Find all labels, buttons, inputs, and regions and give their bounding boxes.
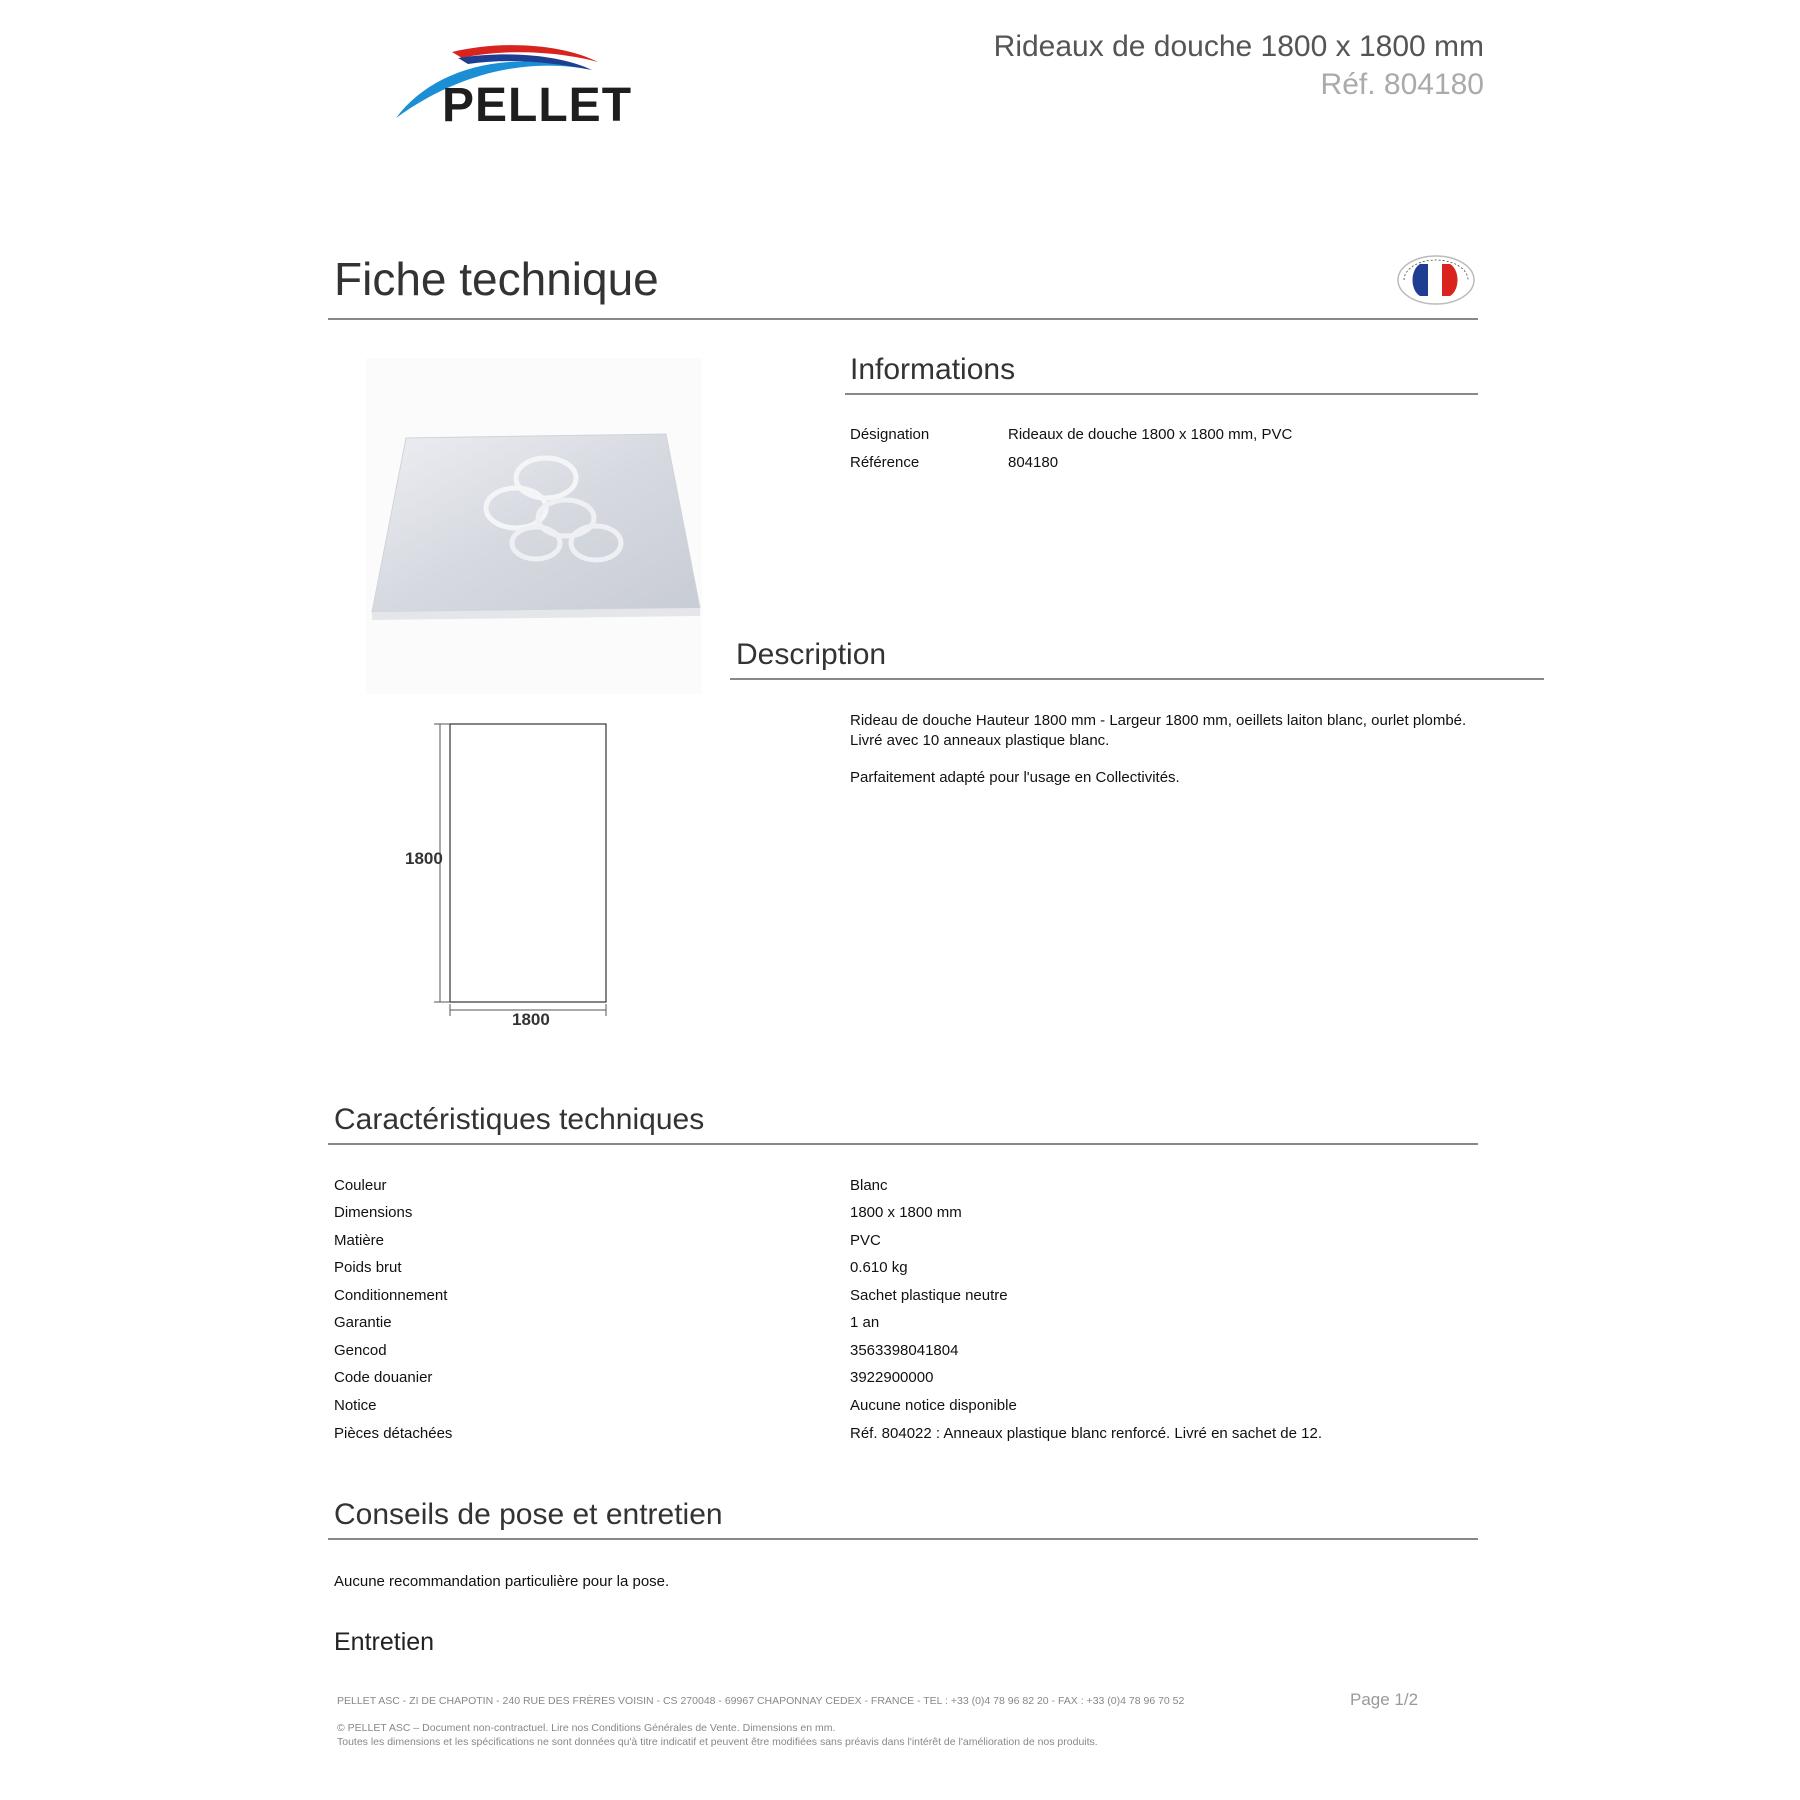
informations-title: Informations xyxy=(850,353,1016,386)
brand-logo-text: PELLET xyxy=(442,79,633,132)
product-photo xyxy=(366,358,702,694)
informations-divider xyxy=(845,393,1478,395)
spec-value: 3922900000 xyxy=(850,1369,934,1386)
spec-value: Réf. 804022 : Anneaux plastique blanc renforcé. Livré en sachet de 12. xyxy=(850,1425,1322,1442)
conseils-title: Conseils de pose et entretien xyxy=(334,1498,723,1531)
description-line-1: Rideau de douche Hauteur 1800 mm - Largeur 1800 mm, oeillets laiton blanc, ourlet plombé. xyxy=(850,712,1467,729)
info-label-designation: Désignation xyxy=(850,426,930,443)
spec-value: Blanc xyxy=(850,1177,888,1194)
spec-value: 3563398041804 xyxy=(850,1342,959,1359)
spec-value: 1 an xyxy=(850,1314,880,1331)
spec-label: Notice xyxy=(334,1397,377,1414)
spec-value: 0.610 kg xyxy=(850,1259,908,1276)
footer-legal-2: Toutes les dimensions et les spécifications ne sont données qu'à titre indicatif et peuvent être modifiées sans préavis dans l'intérêt de l'amélioration de nos produits. xyxy=(337,1736,1098,1748)
sheet-title-divider xyxy=(328,318,1478,320)
spec-label: Couleur xyxy=(334,1177,387,1194)
spec-label: Pièces détachées xyxy=(334,1425,453,1442)
info-value-reference: 804180 xyxy=(1008,454,1059,471)
spec-label: Poids brut xyxy=(334,1259,402,1276)
spec-label: Gencod xyxy=(334,1342,387,1359)
product-title: Rideaux de douche 1800 x 1800 mm xyxy=(993,30,1484,63)
spec-value: 1800 x 1800 mm xyxy=(850,1204,962,1221)
drawing-height-label: 1800 xyxy=(405,849,443,868)
description-divider xyxy=(730,678,1544,680)
product-reference: Réf. 804180 xyxy=(1320,68,1484,101)
caracteristiques-divider xyxy=(328,1143,1478,1145)
drawing-width-label: 1800 xyxy=(512,1010,550,1029)
footer-legal-1: © PELLET ASC – Document non-contractuel. Lire nos Conditions Générales de Vente. Dimensions en mm. xyxy=(337,1722,836,1734)
entretien-title: Entretien xyxy=(334,1628,435,1656)
conseils-divider xyxy=(328,1538,1478,1540)
spec-label: Code douanier xyxy=(334,1369,433,1386)
spec-label: Garantie xyxy=(334,1314,392,1331)
sheet-title: Fiche technique xyxy=(334,253,659,305)
spec-value: Sachet plastique neutre xyxy=(850,1287,1008,1304)
caracteristiques-title: Caractéristiques techniques xyxy=(334,1103,705,1136)
fabrication-francaise-badge-icon xyxy=(1396,254,1476,306)
description-line-2: Livré avec 10 anneaux plastique blanc. xyxy=(850,732,1110,749)
info-label-reference: Référence xyxy=(850,454,920,471)
spec-label: Dimensions xyxy=(334,1204,413,1221)
description-line-3: Parfaitement adapté pour l'usage en Collectivités. xyxy=(850,769,1180,786)
spec-value: PVC xyxy=(850,1232,881,1249)
spec-label: Conditionnement xyxy=(334,1287,448,1304)
description-title: Description xyxy=(736,638,887,671)
info-value-designation: Rideaux de douche 1800 x 1800 mm, PVC xyxy=(1008,426,1293,443)
dimension-drawing xyxy=(398,712,618,1042)
spec-label: Matière xyxy=(334,1232,385,1249)
page-number: Page 1/2 xyxy=(1350,1690,1419,1709)
footer-address: PELLET ASC - ZI DE CHAPOTIN - 240 RUE DES FRÈRES VOISIN - CS 270048 - 69967 CHAPONNAY CEDEX - FRANCE - TEL : +33 (0)4 78 96 82 20 - FAX : +33 (0)4 78 96 70 52 xyxy=(337,1695,1185,1707)
conseils-text: Aucune recommandation particulière pour la pose. xyxy=(334,1573,670,1590)
spec-value: Aucune notice disponible xyxy=(850,1397,1017,1414)
